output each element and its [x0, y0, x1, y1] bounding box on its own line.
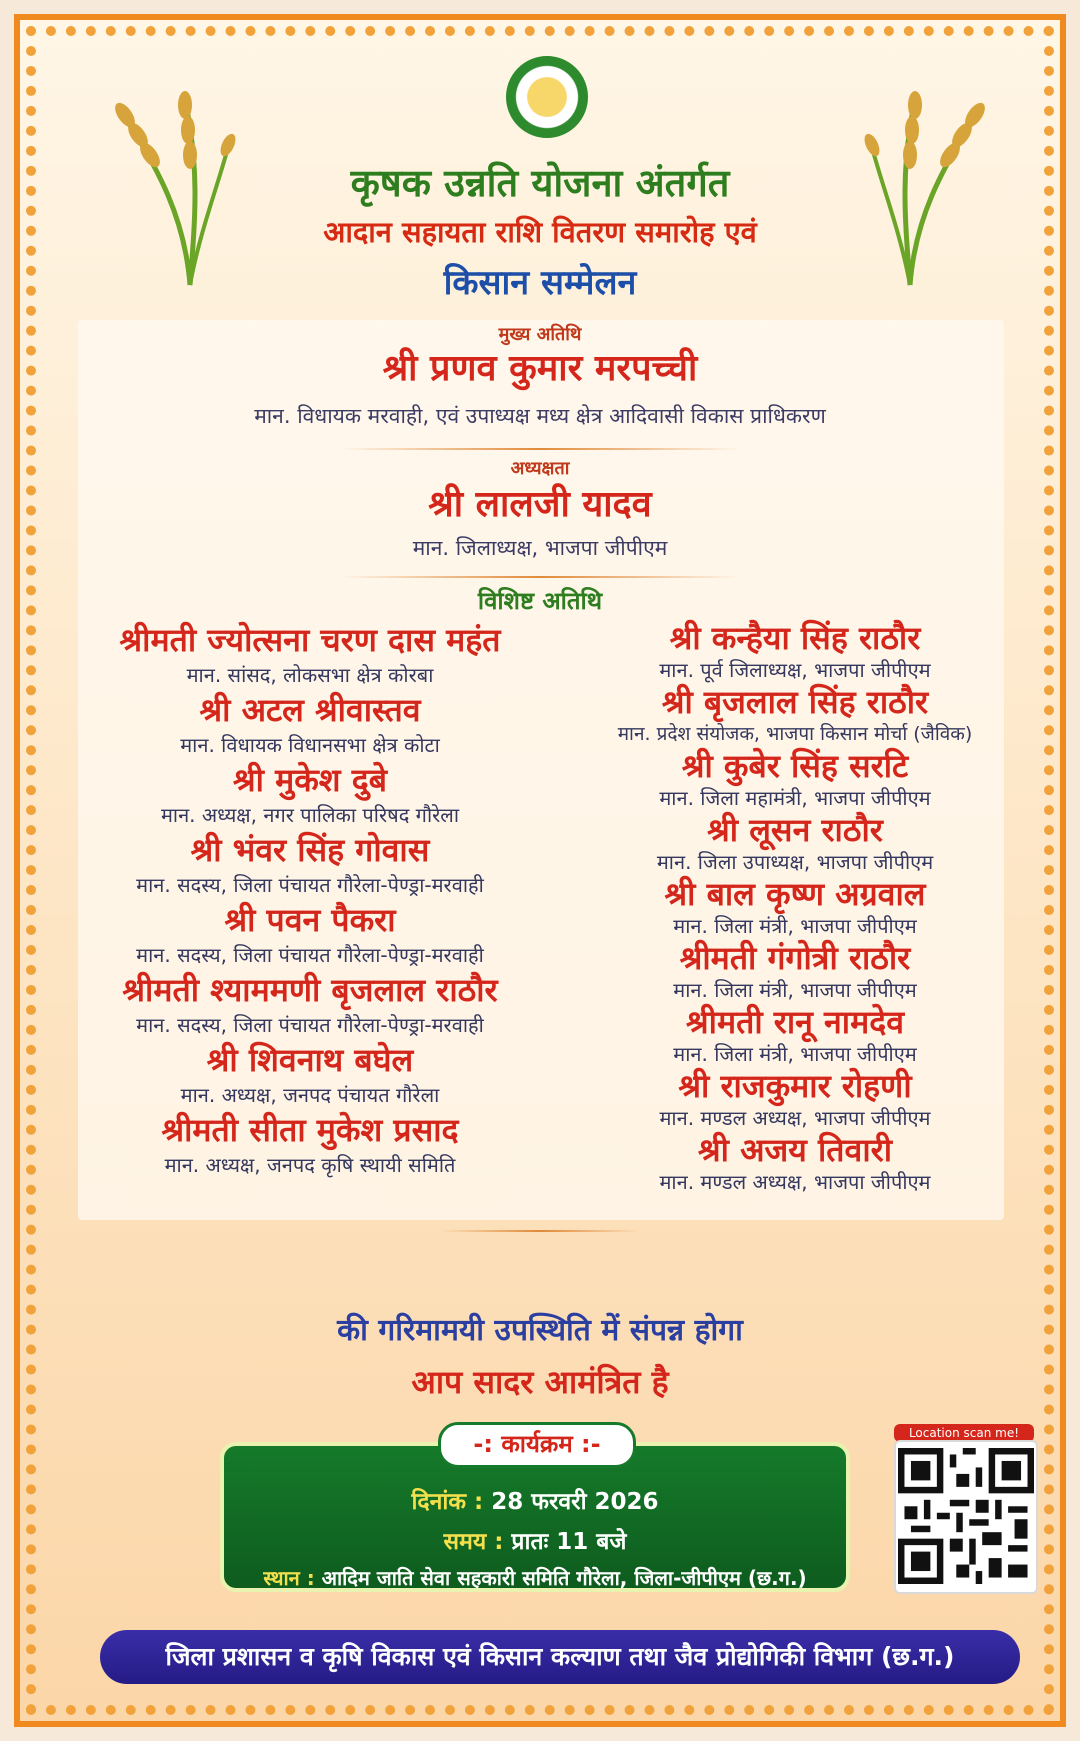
guest-designation: मान. पूर्व जिलाध्यक्ष, भाजपा जीपीएम — [659, 658, 931, 682]
guest-name: श्री अजय तिवारी — [698, 1131, 892, 1169]
guest-designation: मान. अध्यक्ष, जनपद कृषि स्थायी समिति — [164, 1153, 456, 1177]
guest-designation: मान. विधायक विधानसभा क्षेत्र कोटा — [180, 733, 440, 757]
header-line-2: आदान सहायता राशि वितरण समारोह एवं — [323, 215, 757, 249]
guest-entry — [555, 748, 1035, 812]
qr-code-icon — [898, 1448, 1034, 1584]
footer-banner: जिला प्रशासन व कृषि विकास एवं किसान कल्याण तथा जैव प्रोद्योगिकी विभाग (छ.ग.) — [100, 1630, 1020, 1684]
venue-value: आदिम जाति सेवा सहकारी समिति गौरेला, जिला-जीपीएम (छ.ग.) — [321, 1566, 807, 1590]
guest-entry — [555, 812, 1035, 876]
guest-entry — [70, 690, 550, 760]
guest-designation: मान. सदस्य, जिला पंचायत गौरेला-पेण्ड्रा-मरवाही — [136, 1013, 484, 1037]
guest-name: श्रीमती ज्योत्सना चरण दास महंत — [119, 621, 501, 659]
guest-name: श्रीमती श्याममणी बृजलाल राठौर — [122, 971, 498, 1009]
guest-name: श्री राजकुमार रोहणी — [678, 1067, 912, 1105]
chief-guest-label: मुख्य अतिथि — [498, 324, 582, 345]
guest-name: श्री शिवनाथ बघेल — [206, 1041, 414, 1079]
guest-entry — [70, 900, 550, 970]
guest-designation: मान. अध्यक्ष, जनपद पंचायत गौरेला — [180, 1083, 440, 1107]
guest-name: श्री बृजलाल सिंह राठौर — [661, 683, 929, 721]
guest-designation: मान. अध्यक्ष, नगर पालिका परिषद गौरेला — [160, 803, 460, 827]
chair-label: अध्यक्षता — [510, 458, 570, 479]
guest-name: श्री पवन पैकरा — [224, 901, 396, 939]
closing-line-2: आप सादर आमंत्रित है — [411, 1363, 669, 1401]
guest-entry — [555, 876, 1035, 940]
qr-label: Location scan me! — [894, 1424, 1034, 1442]
chief-guest-name: श्री प्रणव कुमार मरपच्ची — [382, 348, 698, 389]
guest-name: श्री बाल कृष्ण अग्रवाल — [664, 875, 926, 913]
guest-entry — [70, 1110, 550, 1180]
guest-entry — [70, 1040, 550, 1110]
guest-designation: मान. जिला मंत्री, भाजपा जीपीएम — [673, 1042, 917, 1066]
guests-right-column — [555, 620, 1035, 1196]
guest-designation: मान. जिला उपाध्यक्ष, भाजपा जीपीएम — [656, 850, 934, 874]
guest-entry — [70, 760, 550, 830]
government-emblem-icon — [506, 56, 588, 138]
time-value: प्रातः 11 बजे — [511, 1529, 627, 1555]
program-time — [224, 1524, 846, 1556]
chair-designation: मान. जिलाध्यक्ष, भाजपा जीपीएम — [412, 536, 668, 560]
closing-line-1: की गरिमामयी उपस्थिति में संपन्न होगा — [337, 1313, 743, 1348]
guest-designation: मान. जिला मंत्री, भाजपा जीपीएम — [673, 914, 917, 938]
header-line-1: कृषक उन्नति योजना अंतर्गत — [350, 161, 730, 205]
guest-name: श्री मुकेश दुबे — [233, 761, 387, 799]
guest-entry — [555, 620, 1035, 684]
guest-name: श्री लूसन राठौर — [707, 811, 883, 849]
guest-entry — [555, 940, 1035, 1004]
program-tag: -: कार्यक्रम :- — [438, 1422, 636, 1468]
guest-entry — [555, 684, 1035, 748]
guest-name: श्री अटल श्रीवास्तव — [199, 691, 421, 729]
guest-name: श्रीमती गंगोत्री राठौर — [679, 939, 911, 977]
header-line-3: किसान सम्मेलन — [443, 263, 637, 303]
date-value: 28 फरवरी 2026 — [491, 1489, 659, 1515]
chief-guest-designation: मान. विधायक मरवाही, एवं उपाध्यक्ष मध्य क्षेत्र आदिवासी विकास प्राधिकरण — [254, 404, 826, 428]
guest-designation: मान. मण्डल अध्यक्ष, भाजपा जीपीएम — [659, 1106, 931, 1130]
guest-entry — [555, 1132, 1035, 1196]
guest-name: श्री कुबेर सिंह सरटि — [681, 747, 909, 785]
guest-designation: मान. सांसद, लोकसभा क्षेत्र कोरबा — [186, 663, 434, 687]
guest-designation: मान. सदस्य, जिला पंचायत गौरेला-पेण्ड्रा-मरवाही — [136, 873, 484, 897]
guest-name: श्रीमती सीता मुकेश प्रसाद — [161, 1111, 459, 1149]
special-guests-label: विशिष्ट अतिथि — [477, 587, 603, 615]
guest-designation: मान. जिला मंत्री, भाजपा जीपीएम — [673, 978, 917, 1002]
guest-designation: मान. सदस्य, जिला पंचायत गौरेला-पेण्ड्रा-मरवाही — [136, 943, 484, 967]
venue-key: स्थान : — [263, 1566, 315, 1590]
guest-entry — [70, 620, 550, 690]
guest-entry — [70, 970, 550, 1040]
guest-entry — [555, 1068, 1035, 1132]
guest-designation: मान. मण्डल अध्यक्ष, भाजपा जीपीएम — [659, 1170, 931, 1194]
divider — [340, 576, 740, 578]
guest-name: श्री कन्हैया सिंह राठौर — [669, 619, 921, 657]
qr-code[interactable] — [894, 1440, 1038, 1594]
date-key: दिनांक : — [411, 1489, 484, 1515]
program-date — [224, 1484, 846, 1516]
program-venue — [224, 1564, 846, 1591]
guest-name: श्रीमती रानू नामदेव — [686, 1003, 904, 1041]
chair-name: श्री लालजी यादव — [428, 484, 652, 525]
guest-designation: मान. जिला महामंत्री, भाजपा जीपीएम — [659, 786, 931, 810]
guest-entry — [70, 830, 550, 900]
guest-entry — [555, 1004, 1035, 1068]
guest-designation: मान. प्रदेश संयोजक, भाजपा किसान मोर्चा (जैविक) — [617, 723, 973, 745]
divider — [340, 448, 740, 450]
guests-left-column — [70, 620, 550, 1180]
divider — [440, 1230, 640, 1232]
time-key: समय : — [443, 1529, 504, 1555]
guest-name: श्री भंवर सिंह गोवास — [190, 831, 430, 869]
invitation-card — [14, 14, 1066, 1727]
